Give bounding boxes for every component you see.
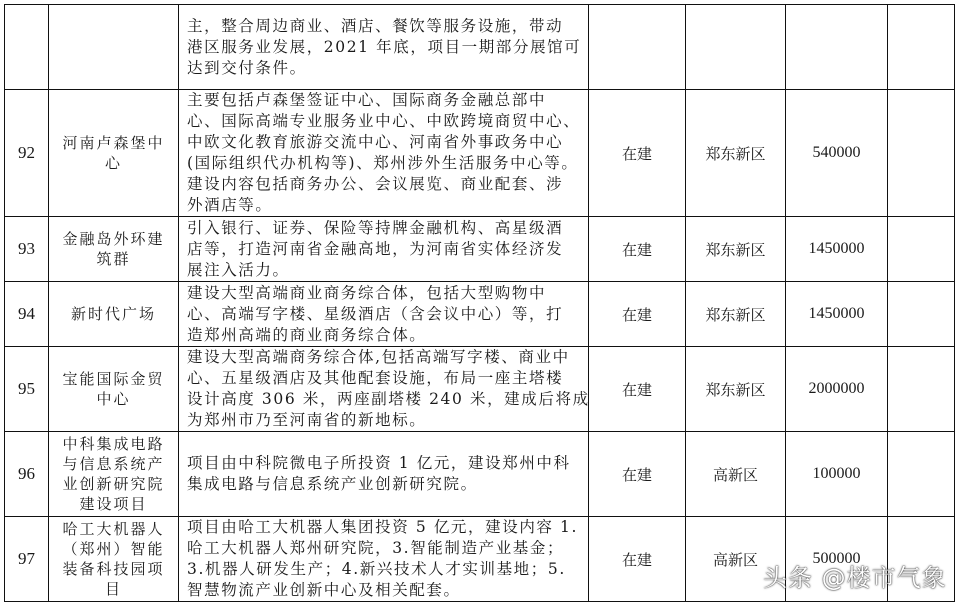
row-number: 93 — [5, 217, 49, 282]
project-district: 郑东新区 — [686, 347, 786, 432]
description-line: 引入银行、证券、保险等持牌金融机构、高星级酒 — [187, 218, 564, 237]
investment-amount: 100000 — [786, 432, 888, 517]
project-name — [49, 5, 179, 90]
project-name-line: 与信息系统产 — [62, 455, 165, 473]
project-name — [49, 90, 179, 217]
description-line: 外酒店等。 — [187, 196, 273, 214]
row-number: 95 — [5, 347, 49, 432]
project-name-line: 金融岛外环建 — [62, 230, 165, 248]
project-status: 在建 — [589, 282, 686, 347]
row-number: 96 — [5, 432, 49, 517]
description-line: 项目由哈工大机器人集团投资 5 亿元，建设内容 1. — [187, 518, 579, 536]
description-line: 造郑州高端的商业商务综合体。 — [187, 325, 427, 344]
investment-amount — [786, 5, 888, 90]
investment-amount: 500000 — [786, 517, 888, 602]
project-status: 在建 — [589, 517, 686, 602]
project-status: 在建 — [589, 347, 686, 432]
description-line: 主要包括卢森堡签证中心、国际商务金融总部中 — [187, 91, 547, 109]
project-name-line: 河南卢森堡中 — [62, 134, 165, 152]
description-line: 心、高端写字楼、星级酒店（含会议中心）等，打 — [187, 304, 564, 323]
project-description — [179, 90, 589, 217]
empty-cell — [888, 282, 955, 347]
project-table — [4, 4, 955, 602]
project-name — [49, 282, 179, 347]
project-name-line: 建设项目 — [79, 495, 148, 513]
table-row — [5, 432, 955, 517]
project-district: 高新区 — [686, 432, 786, 517]
description-line: (国际组织代办机构等)、郑州涉外生活服务中心等。 — [187, 154, 579, 172]
empty-cell — [888, 5, 955, 90]
project-district: 郑东新区 — [686, 282, 786, 347]
project-description — [179, 217, 589, 282]
project-name-line: 哈工大机器人 — [62, 520, 165, 538]
description-line: 中欧文化教育旅游交流中心、河南省外事政务中心 — [187, 133, 564, 151]
investment-amount: 1450000 — [786, 282, 888, 347]
project-status: 在建 — [589, 90, 686, 217]
table-row — [5, 282, 955, 347]
empty-cell — [888, 432, 955, 517]
description-line: 智慧物流产业创新中心及相关配套。 — [187, 581, 461, 599]
project-name-line: 中心 — [96, 390, 131, 408]
description-line: 建设内容包括商务办公、会议展览、商业配套、涉 — [187, 175, 564, 193]
row-number: 97 — [5, 517, 49, 602]
investment-amount: 1450000 — [786, 217, 888, 282]
project-name-line: 中科集成电路 — [62, 435, 165, 453]
description-line: 展注入活力。 — [187, 260, 290, 279]
description-line: 项目由中科院微电子所投资 1 亿元，建设郑州中科 — [187, 454, 571, 472]
description-line: 港区服务业发展，2021 年底，项目一期部分展馆可 — [187, 37, 582, 56]
description-line: 建设大型高端商务综合体,包括高端写字楼、商业中 — [187, 348, 570, 366]
table-row — [5, 217, 955, 282]
project-name-line: 新时代广场 — [70, 305, 156, 323]
project-name — [49, 217, 179, 282]
row-number: 92 — [5, 90, 49, 217]
description-line: 设计高度 306 米，两座副塔楼 240 米，建成后将成 — [187, 390, 590, 408]
project-description — [179, 282, 589, 347]
project-name-line: 心 — [104, 154, 122, 172]
investment-amount: 540000 — [786, 90, 888, 217]
project-description — [179, 517, 589, 602]
project-status: 在建 — [589, 217, 686, 282]
table-row — [5, 90, 955, 217]
project-description — [179, 5, 589, 90]
project-name — [49, 347, 179, 432]
project-name-line: 业创新研究院 — [62, 475, 165, 493]
project-description — [179, 347, 589, 432]
project-name-line: 宝能国际金贸 — [62, 370, 165, 388]
project-name-line: 目 — [104, 580, 122, 598]
description-line: 店等，打造河南省金融高地，为河南省实体经济发 — [187, 239, 564, 258]
description-line: 心、国际高端专业服务业中心、中欧跨境商贸中心、 — [187, 112, 581, 130]
description-line: 3.机器人研发生产；4.新兴技术人才实训基地；5. — [187, 560, 566, 578]
description-line: 心、五星级酒店及其他配套设施，布局一座主塔楼 — [187, 369, 564, 387]
project-name-line: （郑州）智能 — [62, 540, 165, 558]
project-status — [589, 5, 686, 90]
watermark: 头条 @楼市气象 — [763, 564, 947, 592]
investment-amount: 2000000 — [786, 347, 888, 432]
project-name-line: 装备科技园项 — [62, 560, 165, 578]
project-name-line: 筑群 — [96, 250, 131, 268]
description-line: 为郑州市乃至河南省的新地标。 — [187, 411, 427, 429]
empty-cell — [888, 347, 955, 432]
project-name — [49, 517, 179, 602]
row-number: 94 — [5, 282, 49, 347]
row-number — [5, 5, 49, 90]
empty-cell — [888, 217, 955, 282]
table-row — [5, 5, 955, 90]
description-line: 主，整合周边商业、酒店、餐饮等服务设施，带动 — [187, 16, 564, 35]
table-row — [5, 347, 955, 432]
description-line: 达到交付条件。 — [187, 58, 307, 77]
project-district: 郑东新区 — [686, 217, 786, 282]
description-line: 哈工大机器人郑州研究院，3.智能制造产业基金； — [187, 539, 565, 557]
project-description — [179, 432, 589, 517]
project-district: 郑东新区 — [686, 90, 786, 217]
description-line: 集成电路与信息系统产业创新研究院。 — [187, 475, 478, 493]
project-name — [49, 432, 179, 517]
project-district — [686, 5, 786, 90]
description-line: 建设大型高端商业商务综合体，包括大型购物中 — [187, 283, 547, 302]
project-district: 高新区 — [686, 517, 786, 602]
empty-cell — [888, 90, 955, 217]
project-status: 在建 — [589, 432, 686, 517]
